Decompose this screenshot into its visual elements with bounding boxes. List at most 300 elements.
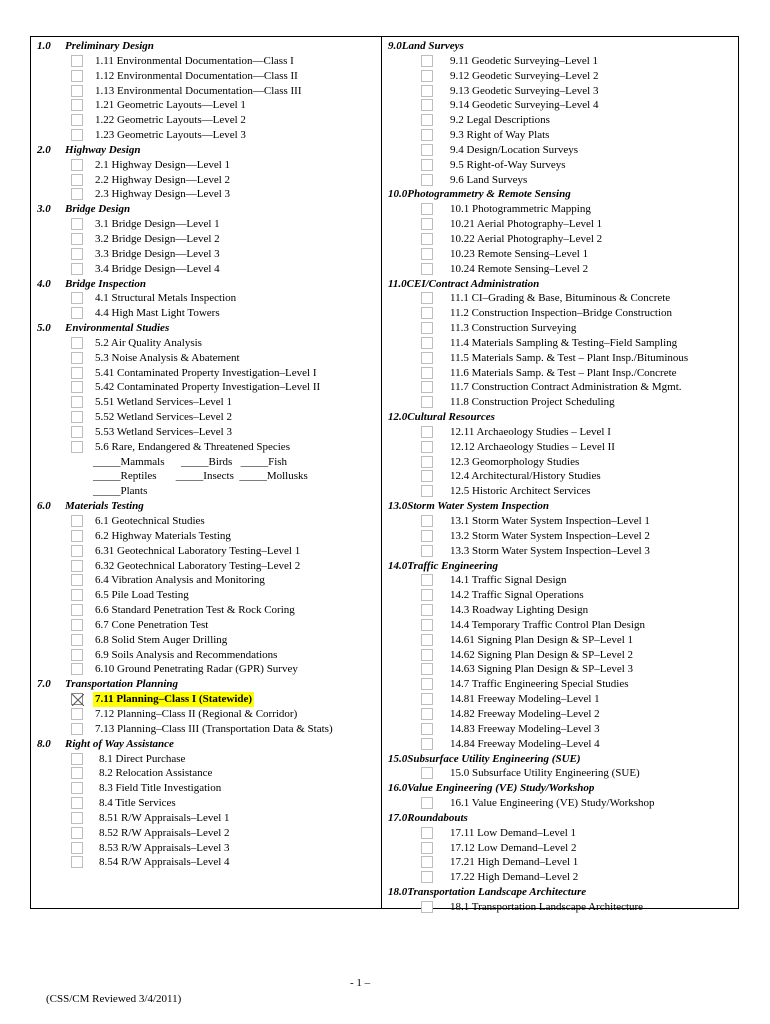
service-item-8-4 (31, 796, 381, 811)
service-item-11-7 (382, 380, 738, 395)
service-item-label: 12.4 Architectural/History Studies (450, 470, 601, 483)
service-item-17-11 (382, 826, 738, 841)
service-item-label: 11.2 Construction Inspection–Bridge Construction (450, 307, 673, 320)
checkbox[interactable] (421, 367, 433, 379)
checkbox[interactable] (421, 797, 433, 809)
section-title: Land Surveys (401, 40, 464, 52)
checkbox[interactable] (71, 753, 83, 765)
service-item-14-2 (382, 588, 738, 603)
checkbox[interactable] (421, 678, 433, 690)
service-item-3-4 (31, 262, 381, 277)
service-item-label: 14.82 Freeway Modeling–Level 2 (450, 707, 600, 720)
checkbox[interactable] (71, 589, 83, 601)
checkbox[interactable] (71, 367, 83, 379)
checkbox[interactable] (71, 515, 83, 527)
service-item-7-11 (31, 692, 381, 707)
checkbox[interactable] (71, 797, 83, 809)
section-heading (382, 187, 738, 202)
service-item-2-3 (31, 187, 381, 202)
checkbox[interactable] (421, 515, 433, 527)
checkbox[interactable] (421, 174, 433, 186)
service-item-16-1 (382, 796, 738, 811)
checkbox[interactable] (421, 114, 433, 126)
service-item-label: 14.1 Traffic Signal Design (450, 574, 567, 587)
service-item-2-1 (31, 158, 381, 173)
section-title: Right of Way Assistance (65, 737, 174, 750)
service-item-11-5 (382, 351, 738, 366)
section-title: Transportation Landscape Architecture (407, 886, 587, 899)
section-number: 10.0 (388, 188, 408, 201)
service-item-label: 10.21 Aerial Photography–Level 1 (450, 218, 603, 231)
service-item-6-2 (31, 529, 381, 544)
service-item-9-2 (382, 113, 738, 128)
service-item-6-4 (31, 573, 381, 588)
checkbox[interactable] (421, 352, 433, 364)
service-item-14-82 (382, 707, 738, 722)
checkbox[interactable] (71, 782, 83, 794)
service-item-6-32 (31, 559, 381, 574)
service-item-10-22 (382, 232, 738, 247)
service-item-label: 11.4 Materials Sampling & Testing–Field Sampling (450, 336, 678, 349)
checkbox[interactable] (71, 248, 83, 260)
service-item-label: 1.22 Geometric Layouts—Level 2 (95, 114, 246, 127)
service-item-label: 6.5 Pile Load Testing (95, 589, 189, 602)
service-item-9-14 (382, 98, 738, 113)
section-number: 3.0 (37, 203, 51, 216)
service-item-4-4 (31, 306, 381, 321)
checkbox[interactable] (421, 723, 433, 735)
service-item-label: 8.52 R/W Appraisals–Level 2 (99, 826, 230, 839)
service-item-label: 10.24 Remote Sensing–Level 2 (450, 262, 589, 275)
section-title: Traffic Engineering (407, 559, 499, 572)
checkbox[interactable] (421, 663, 433, 675)
section-heading (382, 811, 738, 826)
section-title: Materials Testing (65, 500, 144, 513)
checkbox[interactable] (71, 767, 83, 779)
section-title: CEI/Contract Administration (406, 277, 540, 290)
service-item-8-51 (31, 811, 381, 826)
checkbox[interactable] (421, 574, 433, 586)
service-item-label: 1.21 Geometric Layouts—Level 1 (95, 99, 246, 112)
checkbox[interactable] (421, 292, 433, 304)
checkbox[interactable] (71, 174, 83, 186)
checkbox[interactable] (421, 248, 433, 260)
service-item-14-61 (382, 633, 738, 648)
section-heading (31, 737, 381, 752)
service-item-4-1 (31, 291, 381, 306)
service-item-14-4 (382, 618, 738, 633)
checkbox[interactable] (421, 901, 433, 913)
service-item-label: 2.1 Highway Design—Level 1 (95, 158, 231, 171)
checkbox[interactable] (71, 218, 83, 230)
service-item-label: 12.11 Archaeology Studies – Level I (450, 425, 611, 438)
section-heading (382, 499, 738, 514)
review-footer: (CSS/CM Reviewed 3/4/2011) (46, 993, 182, 1005)
service-item-label: 5.42 Contaminated Property Investigation–Level II (95, 381, 321, 394)
service-item-3-2 (31, 232, 381, 247)
service-item-label: 14.83 Freeway Modeling–Level 3 (450, 722, 600, 735)
service-item-label: 11.1 CI–Grading & Base, Bituminous & Concrete (450, 292, 671, 305)
section-title: Value Engineering (VE) Study/Workshop (407, 782, 595, 795)
checkbox[interactable] (421, 485, 433, 497)
service-item-label: 9.2 Legal Descriptions (450, 114, 550, 127)
service-item-6-7 (31, 618, 381, 633)
section-number: 16.0 (388, 782, 408, 795)
checkbox[interactable] (71, 292, 83, 304)
section-number: 5.0 (37, 322, 51, 335)
checkbox[interactable] (71, 352, 83, 364)
checkbox[interactable] (71, 856, 83, 868)
service-item-label: 8.3 Field Title Investigation (99, 782, 222, 795)
service-item-label: 3.2 Bridge Design—Level 2 (95, 232, 220, 245)
section-title: Subsurface Utility Engineering (SUE) (407, 752, 581, 765)
section-heading (31, 202, 381, 217)
checkbox[interactable] (421, 441, 433, 453)
section-title: Transportation Planning (65, 678, 178, 691)
checkbox[interactable] (71, 649, 83, 661)
service-item-label: 11.7 Construction Contract Administration & Mgmt. (450, 381, 682, 394)
section-title: Highway Design (65, 143, 141, 156)
checkbox[interactable] (421, 871, 433, 883)
qualification-form (30, 36, 739, 913)
service-item-17-12 (382, 841, 738, 856)
checkbox[interactable] (421, 159, 433, 171)
service-item-11-1 (382, 291, 738, 306)
service-item-label: 9.12 Geodetic Surveying–Level 2 (450, 69, 599, 82)
service-item-label: 6.2 Highway Materials Testing (95, 529, 231, 542)
service-item-14-1 (382, 573, 738, 588)
service-item-5-53 (31, 425, 381, 440)
checkbox[interactable] (71, 560, 83, 572)
checkbox[interactable] (421, 708, 433, 720)
section-heading (382, 410, 738, 425)
section-heading (31, 39, 381, 54)
section-title: Cultural Resources (407, 411, 495, 424)
service-item-label: 5.3 Noise Analysis & Abatement (95, 351, 240, 364)
service-item-label: 2.2 Highway Design—Level 2 (95, 173, 231, 186)
checkbox[interactable] (71, 708, 83, 720)
checkbox[interactable] (71, 188, 83, 200)
service-item-label: 7.11 Planning–Class I (Statewide) (95, 693, 253, 706)
checkbox[interactable] (71, 411, 83, 423)
right-column (382, 37, 738, 913)
service-item-label: 6.1 Geotechnical Studies (95, 515, 205, 527)
checkbox[interactable] (71, 396, 83, 408)
checkbox[interactable] (71, 307, 83, 319)
service-item-1-11 (31, 54, 381, 69)
service-item-label: 5.41 Contaminated Property Investigation–Level I (95, 366, 317, 379)
checkbox[interactable] (421, 337, 433, 349)
service-item-14-62 (382, 648, 738, 663)
checkbox[interactable] (421, 827, 433, 839)
service-item-label: 8.4 Title Services (99, 797, 176, 810)
checkbox[interactable] (421, 144, 433, 156)
service-item-label: 17.11 Low Demand–Level 1 (450, 826, 577, 839)
service-item-8-2 (31, 766, 381, 781)
service-item-label: 17.22 High Demand–Level 2 (450, 871, 579, 884)
service-item-6-9 (31, 648, 381, 663)
checkbox[interactable] (421, 233, 433, 245)
section-number: 18.0 (388, 886, 408, 899)
service-item-17-21 (382, 855, 738, 870)
checkbox[interactable] (421, 693, 433, 705)
service-item-label: 13.2 Storm Water System Inspection–Level 2 (450, 529, 650, 542)
service-item-14-83 (382, 722, 738, 737)
section-title: Photogrammetry & Remote Sensing (407, 188, 571, 201)
checkbox[interactable] (71, 441, 83, 453)
service-item-label: 6.31 Geotechnical Laboratory Testing–Level 1 (95, 544, 301, 557)
service-item-5-2 (31, 336, 381, 351)
service-item-label: 12.5 Historic Architect Services (450, 485, 591, 498)
checkbox[interactable] (421, 381, 433, 393)
checkbox[interactable] (421, 470, 433, 482)
service-item-label: 10.22 Aerial Photography–Level 2 (450, 232, 603, 245)
service-item-label: 6.32 Geotechnical Laboratory Testing–Level 2 (95, 559, 301, 572)
checkbox[interactable] (421, 263, 433, 275)
service-item-label: 7.13 Planning–Class III (Transportation Data & Stats) (95, 722, 333, 735)
service-item-1-21 (31, 98, 381, 113)
checkbox[interactable] (421, 396, 433, 408)
service-item-9-4 (382, 143, 738, 158)
checkbox[interactable] (71, 233, 83, 245)
section-heading (31, 277, 381, 292)
service-item-label: 1.11 Environmental Documentation—Class I (95, 54, 294, 67)
service-item-13-3 (382, 544, 738, 559)
service-item-label: 9.5 Right-of-Way Surveys (450, 158, 566, 171)
service-item-label: 14.63 Signing Plan Design & SP–Level 3 (450, 663, 634, 676)
checkbox[interactable] (71, 723, 83, 735)
checkbox[interactable] (421, 530, 433, 542)
section-heading (382, 885, 738, 900)
checkbox[interactable] (71, 634, 83, 646)
checked-checkbox[interactable] (71, 693, 83, 705)
checkbox[interactable] (421, 604, 433, 616)
service-item-label: 1.13 Environmental Documentation—Class III (95, 84, 302, 97)
checkbox[interactable] (421, 85, 433, 97)
service-item-label: 6.8 Solid Stem Auger Drilling (95, 633, 228, 646)
service-item-12-3 (382, 455, 738, 470)
section-title: Preliminary Design (65, 40, 154, 52)
service-item-10-1 (382, 202, 738, 217)
service-item-label: 16.1 Value Engineering (VE) Study/Workshop (450, 797, 655, 810)
service-item-label: 7.12 Planning–Class II (Regional & Corridor) (95, 707, 298, 720)
checkbox[interactable] (71, 426, 83, 438)
service-item-label: 14.2 Traffic Signal Operations (450, 589, 584, 602)
service-item-6-6 (31, 603, 381, 618)
checkbox[interactable] (71, 114, 83, 126)
section-title: Storm Water System Inspection (407, 500, 549, 513)
service-item-9-3 (382, 128, 738, 143)
service-item-label: 6.4 Vibration Analysis and Monitoring (95, 574, 265, 587)
service-item-label: 4.1 Structural Metals Inspection (95, 292, 237, 305)
service-item-label: 6.9 Soils Analysis and Recommendations (95, 648, 278, 661)
checkbox[interactable] (71, 381, 83, 393)
service-item-label: 3.4 Bridge Design—Level 4 (95, 262, 220, 275)
checkbox[interactable] (71, 159, 83, 171)
section-heading (382, 39, 738, 54)
service-item-8-54 (31, 855, 381, 870)
service-item-label: 9.13 Geodetic Surveying–Level 3 (450, 84, 599, 97)
service-item-10-24 (382, 262, 738, 277)
service-item-6-10 (31, 662, 381, 677)
checkbox[interactable] (71, 545, 83, 557)
service-item-3-1 (31, 217, 381, 232)
service-item-label: 10.23 Remote Sensing–Level 1 (450, 247, 589, 260)
checkbox[interactable] (421, 129, 433, 141)
service-item-14-63 (382, 662, 738, 677)
service-item-5-6 (31, 440, 381, 455)
section-number: 2.0 (37, 143, 51, 156)
section-heading (382, 781, 738, 796)
checkbox[interactable] (421, 203, 433, 215)
section-number: 17.0 (388, 811, 408, 824)
checkbox[interactable] (421, 70, 433, 82)
section-number: 9.0 (388, 40, 402, 52)
service-item-label: 9.3 Right of Way Plats (450, 129, 550, 142)
service-item-label: 15.0 Subsurface Utility Engineering (SUE) (450, 767, 640, 780)
checkbox[interactable] (71, 85, 83, 97)
service-item-label: 9.6 Land Surveys (450, 173, 528, 186)
service-item-label: 5.52 Wetland Services–Level 2 (95, 411, 232, 424)
service-item-11-2 (382, 306, 738, 321)
section-heading (31, 499, 381, 514)
service-item-5-51 (31, 395, 381, 410)
checkbox[interactable] (71, 604, 83, 616)
service-item-label: 6.7 Cone Penetration Test (95, 618, 209, 631)
service-item-label: 2.3 Highway Design—Level 3 (95, 188, 231, 201)
service-item-6-5 (31, 588, 381, 603)
service-item-9-12 (382, 69, 738, 84)
service-item-label: 11.8 Construction Project Scheduling (450, 396, 615, 409)
service-item-9-13 (382, 84, 738, 99)
service-item-11-8 (382, 395, 738, 410)
service-item-label: 8.51 R/W Appraisals–Level 1 (99, 811, 230, 824)
service-item-9-11 (382, 54, 738, 69)
service-item-2-2 (31, 173, 381, 188)
section-number: 14.0 (388, 559, 408, 572)
checkbox[interactable] (71, 99, 83, 111)
checkbox[interactable] (71, 55, 83, 67)
checkbox[interactable] (421, 767, 433, 779)
service-item-8-52 (31, 826, 381, 841)
checkbox[interactable] (71, 827, 83, 839)
section-title: Bridge Design (65, 203, 131, 216)
section-title: Environmental Studies (65, 322, 170, 335)
checkbox[interactable] (71, 574, 83, 586)
checkbox[interactable] (421, 649, 433, 661)
service-item-15-0 (382, 766, 738, 781)
section-number: 6.0 (37, 500, 51, 513)
service-item-11-4 (382, 336, 738, 351)
section-heading (382, 277, 738, 292)
checkbox[interactable] (421, 307, 433, 319)
service-item-label: 9.11 Geodetic Surveying–Level 1 (450, 54, 599, 67)
service-item-label: 5.51 Wetland Services–Level 1 (95, 396, 232, 409)
service-item-1-13 (31, 84, 381, 99)
service-item-9-6 (382, 173, 738, 188)
checkbox[interactable] (421, 426, 433, 438)
checkbox[interactable] (421, 99, 433, 111)
service-item-label: 11.3 Construction Surveying (450, 322, 577, 335)
checkbox[interactable] (421, 589, 433, 601)
checkbox[interactable] (421, 738, 433, 750)
service-item-label: 9.14 Geodetic Surveying–Level 4 (450, 99, 599, 112)
checkbox[interactable] (421, 634, 433, 646)
service-item-label: 8.53 R/W Appraisals–Level 3 (99, 841, 230, 854)
checkbox[interactable] (71, 812, 83, 824)
checkbox[interactable] (71, 129, 83, 141)
species-blank-line[interactable]: _____Mammals _____Birds _____Fish (93, 455, 288, 468)
service-item-label: 1.12 Environmental Documentation—Class II (95, 69, 298, 82)
service-item-12-4 (382, 469, 738, 484)
service-item-3-3 (31, 247, 381, 262)
section-number: 1.0 (37, 40, 51, 52)
service-item-label: 12.3 Geomorphology Studies (450, 455, 580, 468)
checkbox[interactable] (421, 55, 433, 67)
checkbox[interactable] (71, 619, 83, 631)
service-item-label: 14.3 Roadway Lighting Design (450, 604, 589, 617)
service-item-14-81 (382, 692, 738, 707)
service-item-label: 10.1 Photogrammetric Mapping (450, 203, 591, 216)
checkbox[interactable] (71, 70, 83, 82)
checkbox[interactable] (421, 218, 433, 230)
service-item-8-53 (31, 841, 381, 856)
checkbox[interactable] (71, 530, 83, 542)
service-item-label: 11.6 Materials Samp. & Test – Plant Insp./Concrete (450, 366, 677, 379)
service-item-10-23 (382, 247, 738, 262)
service-item-18-1 (382, 900, 738, 915)
service-item-14-84 (382, 737, 738, 752)
service-item-label: 17.21 High Demand–Level 1 (450, 856, 579, 869)
checkbox[interactable] (71, 663, 83, 675)
checkbox[interactable] (71, 263, 83, 275)
section-number: 4.0 (37, 277, 51, 290)
checkbox[interactable] (421, 619, 433, 631)
species-blank-line[interactable]: _____Reptiles _____Insects _____Mollusks (93, 470, 308, 483)
checkbox[interactable] (71, 842, 83, 854)
service-item-label: 9.4 Design/Location Surveys (450, 143, 579, 156)
service-item-label: 6.6 Standard Penetration Test & Rock Coring (95, 604, 295, 617)
service-item-label: 4.4 High Mast Light Towers (95, 307, 220, 320)
service-item-17-22 (382, 870, 738, 885)
section-number: 8.0 (37, 737, 51, 750)
left-column (31, 37, 382, 908)
service-item-label: 1.23 Geometric Layouts—Level 3 (95, 129, 246, 142)
section-heading (31, 143, 381, 158)
service-item-12-12 (382, 440, 738, 455)
checkbox[interactable] (421, 322, 433, 334)
service-item-11-3 (382, 321, 738, 336)
service-item-6-8 (31, 633, 381, 648)
service-item-12-11 (382, 425, 738, 440)
service-item-label: 14.62 Signing Plan Design & SP–Level 2 (450, 648, 634, 661)
species-blank-line[interactable]: _____Plants (93, 485, 148, 498)
service-item-label: 13.3 Storm Water System Inspection–Level 3 (450, 544, 650, 557)
service-item-label: 3.3 Bridge Design—Level 3 (95, 247, 220, 260)
service-item-label: 13.1 Storm Water System Inspection–Level 1 (450, 515, 650, 527)
checkbox[interactable] (421, 842, 433, 854)
service-item-5-41 (31, 366, 381, 381)
checkbox[interactable] (421, 545, 433, 557)
section-number: 11.0 (388, 277, 407, 290)
service-item-label: 8.1 Direct Purchase (99, 752, 186, 765)
checkbox[interactable] (71, 337, 83, 349)
checkbox[interactable] (421, 856, 433, 868)
service-item-9-5 (382, 158, 738, 173)
service-item-label: 17.12 Low Demand–Level 2 (450, 841, 577, 854)
checkbox[interactable] (421, 456, 433, 468)
service-item-11-6 (382, 366, 738, 381)
